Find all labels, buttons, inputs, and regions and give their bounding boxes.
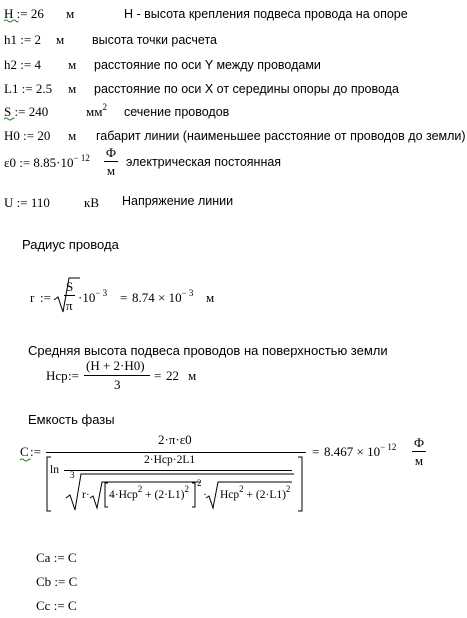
phase-Ca[interactable] — [36, 550, 77, 565]
def-name: S — [4, 104, 12, 119]
section-heading-radius: Радиус провода — [22, 237, 119, 252]
assign-op: := — [30, 444, 41, 459]
sq1-plus-exp: 2 — [184, 484, 189, 494]
def-value: 2.5 — [35, 81, 53, 96]
radius-expression[interactable] — [30, 276, 270, 316]
phase-lhs: Ca — [36, 550, 51, 565]
capacity-inner-num: 2·Hcp·2L1 — [144, 454, 196, 466]
hcp-expression[interactable] — [46, 358, 246, 396]
def-unit-exp: 2 — [102, 102, 107, 112]
def-U[interactable] — [4, 195, 50, 210]
assign-op: := — [19, 155, 31, 170]
def-name: ε0 — [4, 155, 16, 170]
capacity-result-base: 8.467 × 10 — [324, 444, 381, 459]
capacity-num: 2·π·ε0 — [158, 432, 192, 447]
sq1-close-exp: 2 — [197, 478, 202, 488]
hcp-den: 3 — [114, 377, 121, 392]
def-desc: расстояние по оси X от середины опоры до провода — [94, 82, 399, 96]
def-value: 26 — [30, 6, 44, 21]
fraction-bar — [412, 451, 426, 452]
capacity-expression[interactable] — [20, 432, 440, 516]
phase-lhs: Cc — [36, 598, 51, 613]
section-heading-hcp: Средняя высота подвеса проводов на поверхностью земли — [28, 343, 388, 358]
def-desc: высота точки расчета — [92, 33, 217, 47]
radius-mult-exp: − 3 — [95, 288, 108, 298]
hcp-lhs: Hcp — [46, 368, 68, 383]
radius-result-base: 8.74 × 10 — [132, 290, 182, 305]
section-heading-capacity: Емкость фазы — [28, 412, 115, 427]
def-unit-fraction — [104, 146, 118, 178]
sq1-exp: 2 — [137, 484, 143, 494]
def-epsilon0[interactable] — [4, 155, 90, 170]
fraction-bar-main — [46, 452, 306, 453]
def-desc: габарит линии (наименьшее расстояние от проводов до земли) — [96, 129, 466, 143]
def-unit — [86, 104, 107, 120]
sq1-plus: + (2·L1) — [145, 489, 185, 501]
sq2-base: Hcp — [220, 489, 240, 501]
def-unit: м — [56, 32, 65, 47]
phase-rhs: C — [67, 598, 77, 613]
def-name: h1 — [4, 32, 17, 47]
phase-Cc[interactable] — [36, 598, 77, 613]
def-unit: кВ — [84, 195, 99, 210]
def-desc: расстояние по оси Y между проводами — [94, 58, 321, 72]
def-desc: электрическая постоянная — [126, 155, 282, 169]
hcp-result: 22 — [166, 368, 179, 383]
radius-result — [132, 290, 193, 306]
equals-op: = — [154, 368, 162, 383]
capacity-result-exp: − 12 — [380, 442, 397, 452]
equals-op: = — [120, 290, 128, 305]
def-name: L1 — [4, 81, 19, 96]
assign-op: := — [16, 6, 28, 21]
warning-squiggle-icon — [20, 458, 30, 462]
def-name: H0 — [4, 128, 20, 143]
assign-op: := — [53, 598, 65, 613]
def-unit: м — [66, 6, 75, 21]
fraction-bar — [84, 375, 150, 376]
fraction-bar — [104, 161, 118, 162]
def-unit: м — [68, 57, 77, 72]
def-value: 8.85·10 — [33, 155, 74, 170]
warning-squiggle-icon — [4, 117, 14, 121]
radius-mult — [78, 290, 107, 306]
radius-den: π — [66, 298, 73, 313]
def-desc: сечение проводов — [124, 105, 230, 119]
assign-op: := — [20, 32, 32, 47]
def-h2[interactable] — [4, 57, 41, 72]
equals-op: = — [312, 444, 320, 459]
sq1-base: 4·Hcp — [109, 489, 138, 501]
fraction-bar — [64, 295, 75, 296]
sq1-term — [109, 484, 189, 501]
assign-op: := — [53, 550, 65, 565]
def-value: 240 — [28, 104, 49, 119]
assign-op: := — [68, 368, 79, 383]
multiply-dot: · — [203, 489, 207, 501]
def-desc: Напряжение линии — [122, 194, 234, 208]
radius-mult-base: ·10 — [78, 290, 96, 305]
def-value-exp: − 12 — [73, 153, 90, 163]
radius-lhs: r — [30, 290, 35, 305]
assign-op: := — [23, 128, 35, 143]
def-value: 2 — [34, 32, 41, 47]
def-L1[interactable] — [4, 81, 52, 96]
def-value: 4 — [34, 57, 41, 72]
unit-den: м — [414, 453, 424, 468]
def-H0[interactable] — [4, 128, 50, 143]
radius-result-exp: − 3 — [181, 288, 194, 298]
phase-Cb[interactable] — [36, 574, 77, 589]
def-unit: м — [68, 81, 77, 96]
phase-rhs: C — [68, 574, 78, 589]
unit-den: м — [106, 163, 116, 178]
phase-rhs: C — [67, 550, 77, 565]
def-unit-base: мм — [86, 104, 103, 119]
sq2-exp: 2 — [239, 484, 244, 494]
assign-op: := — [16, 195, 28, 210]
phase-lhs: Cb — [36, 574, 52, 589]
capacity-lhs: C — [20, 444, 29, 459]
def-value: 110 — [30, 195, 50, 210]
capacity-r: r· — [82, 489, 90, 501]
assign-op: := — [20, 57, 32, 72]
warning-squiggle-icon — [4, 19, 18, 23]
radius-unit: м — [206, 290, 215, 305]
def-h1[interactable] — [4, 32, 41, 47]
assign-op: := — [54, 574, 66, 589]
assign-op: := — [40, 290, 51, 305]
sq2-plus: + (2·L1) — [246, 489, 286, 501]
radius-num: S — [66, 279, 74, 294]
def-name: H — [4, 6, 14, 21]
def-value: 20 — [37, 128, 51, 143]
fraction-bar-inner — [64, 470, 292, 471]
root-index: 3 — [70, 470, 75, 480]
def-unit: м — [68, 128, 77, 143]
capacity-result — [324, 444, 396, 460]
ln-label: ln — [50, 464, 59, 476]
assign-op: := — [21, 81, 33, 96]
def-name: h2 — [4, 57, 17, 72]
unit-num: Ф — [413, 435, 425, 450]
bracket-right-icon — [298, 456, 304, 512]
hcp-unit: м — [188, 368, 197, 383]
unit-num: Ф — [105, 145, 117, 160]
hcp-num: (H + 2·H0) — [86, 358, 145, 373]
assign-op: := — [14, 104, 26, 119]
def-desc: Н - высота крепления подвеса провода на опоре — [124, 7, 408, 21]
sq2-term — [220, 484, 291, 501]
def-name: U — [4, 195, 14, 210]
capacity-unit-fraction — [412, 436, 426, 468]
sq2-plus-exp: 2 — [285, 484, 291, 494]
